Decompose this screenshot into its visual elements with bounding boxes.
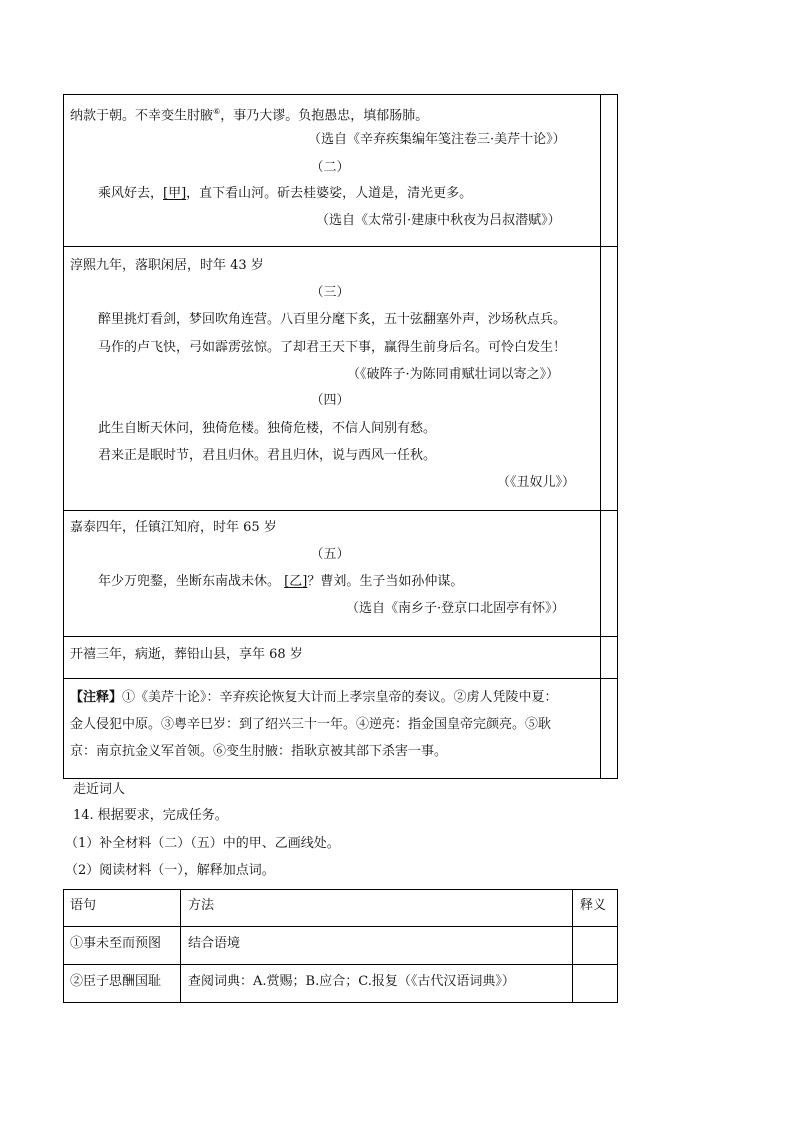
material-5-heading: （五） — [310, 547, 350, 562]
table2-row-1-answer-cell[interactable] — [578, 936, 614, 952]
material-3-heading: （三） — [310, 285, 350, 300]
section-title: 走近词人 — [73, 782, 126, 797]
material-2-heading: （二） — [310, 160, 350, 175]
table2-row-2-answer-cell[interactable] — [578, 974, 614, 990]
table2-row-1-sentence: ①事未至而预图 — [70, 936, 162, 951]
table2-row-1-method: 结合语境 — [188, 936, 241, 951]
table1-row-divider-3 — [63, 636, 618, 637]
question-sub-2: （2）阅读材料（一），解释加点词。 — [65, 863, 275, 878]
material-4-heading: （四） — [310, 393, 350, 408]
table1-outer-right-border — [617, 94, 618, 778]
table2-row-divider-2 — [63, 964, 618, 965]
material-3-line-1: 醉里挑灯看剑，梦回吹角连营。八百里分麾下炙，五十弦翻塞外声，沙场秋点兵。 — [98, 312, 567, 327]
row-intro-1204: 嘉泰四年，任镇江知府，时年 65 岁 — [70, 520, 277, 535]
table2-col-divider-1 — [180, 889, 181, 1002]
table2-bottom-border — [63, 1002, 618, 1003]
blank-yi: [乙] — [284, 574, 308, 589]
table2-left-border — [63, 889, 64, 1002]
row-intro-1207: 开禧三年，病逝，葬铅山县，享年 68 岁 — [70, 647, 303, 662]
table1-inner-right-border — [600, 94, 601, 778]
table2-top-border — [63, 889, 618, 890]
table2-row-2-method: 查阅词典：A.赏赐；B.应合；C.报复（《古代汉语词典》） — [188, 974, 515, 989]
table1-bottom-border — [63, 778, 618, 779]
question-sub-1: （1）补全材料（二）（五）中的甲、乙画线处。 — [65, 836, 340, 851]
table1-row-divider-2 — [63, 510, 618, 511]
table1-row-divider-1 — [63, 246, 618, 247]
material-3-source: （《破阵子·为陈同甫赋壮词以寄之》） — [347, 367, 560, 382]
table2-col-divider-2 — [572, 889, 573, 1002]
table2-header-meaning: 释义 — [580, 898, 607, 913]
blank-jia: [甲] — [163, 186, 187, 201]
table1-top-border — [63, 94, 618, 95]
material-5-poem: 年少万兜鍪，坐断东南战未休。 [乙]？曹刘。生子当如孙仲谋。 — [98, 574, 464, 589]
notes-line-2: 金人侵犯中原。③粤辛巳岁：到了绍兴三十一年。④逆亮：指金国皇帝完颜亮。⑤耿 — [70, 717, 552, 732]
table1-row-divider-4 — [63, 678, 618, 679]
material-1-text: 纳款于朝。不幸变生肘腋⑥，事乃大谬。负抱愚忠，填郁肠肺。 — [70, 107, 429, 124]
row-intro-1182: 淳熙九年，落职闲居，时年 43 岁 — [70, 258, 264, 273]
material-1-source: （选自《辛弃疾集编年笺注卷三·美芹十论》） — [308, 132, 566, 147]
material-3-line-2: 马作的卢飞快，弓如霹雳弦惊。了却君王天下事，赢得生前身后名。可怜白发生！ — [98, 340, 567, 355]
notes-line-1: 【注释】①《美芹十论》：辛弃疾论恢复大计而上孝宗皇帝的奏议。②虏人凭陵中夏： — [70, 690, 558, 705]
notes-label: 【注释】 — [70, 690, 123, 705]
table2-header-sentence: 语句 — [70, 898, 97, 913]
notes-line-3: 京：南京抗金义军首领。⑥变生肘腋：指耿京被其部下杀害一事。 — [70, 744, 448, 759]
question-stem: 14. 根据要求，完成任务。 — [73, 808, 228, 823]
table1-left-border — [63, 94, 64, 778]
material-2-source: （选自《太常引·建康中秋夜为吕叔潜赋》） — [316, 213, 561, 228]
material-2-poem: 乘风好去，[甲]，直下看山河。斫去桂婆娑，人道是，清光更多。 — [98, 186, 473, 201]
table2-header-method: 方法 — [188, 898, 215, 913]
material-4-line-2: 君来正是眠时节，君且归休。君且归休，说与西风一任秋。 — [98, 448, 437, 463]
table2-row-2-sentence: ②臣子思酬国耻 — [70, 974, 162, 989]
material-4-line-1: 此生自断天休问，独倚危楼。独倚危楼，不信人间别有愁。 — [98, 421, 437, 436]
material-4-source: （《丑奴儿》） — [497, 475, 576, 490]
table2-row-divider-1 — [63, 926, 618, 927]
table2-right-border — [617, 889, 618, 1002]
material-5-source: （选自《南乡子·登京口北固亭有怀》） — [346, 601, 565, 616]
